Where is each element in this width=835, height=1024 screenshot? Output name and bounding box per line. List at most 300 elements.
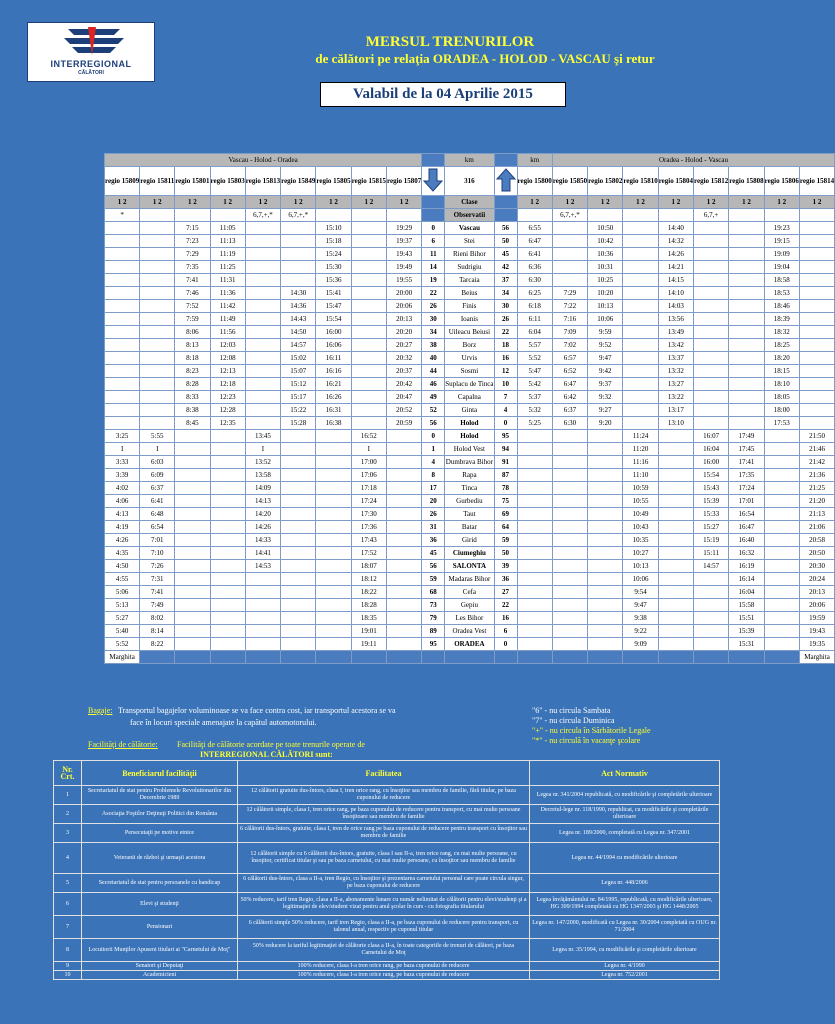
time-left [175,482,210,495]
time-right: 20:06 [799,599,834,612]
time-left [140,391,175,404]
time-right: 18:05 [764,391,799,404]
time-left: 14:43 [281,313,316,326]
time-left [245,378,280,391]
marghita-note-right: Marghita [799,651,834,664]
time-right: 16:32 [729,547,764,560]
time-right [552,638,587,651]
time-left [105,391,140,404]
time-right [729,417,764,430]
time-left: 12:03 [210,339,245,352]
table-row [105,274,835,287]
table-row [105,391,835,404]
time-right: 6:47 [517,235,552,248]
time-right [517,599,552,612]
time-left: 14:20 [245,508,280,521]
gap [351,651,386,664]
km-left: 79 [422,612,445,625]
time-right: 10:50 [588,222,623,235]
time-left: 17:00 [351,456,386,469]
time-right [623,365,658,378]
bagaje-label: Bagaje: [88,706,113,715]
time-left: 11:05 [210,222,245,235]
time-left [351,287,386,300]
note-left: 6,7,+,* [281,209,316,222]
class-cell-right: 1 2 [623,196,658,209]
time-right [764,443,799,456]
time-left [351,313,386,326]
km-right: 16 [494,352,517,365]
time-right: 6:57 [552,352,587,365]
time-right: 10:43 [623,521,658,534]
time-left: 7:26 [140,560,175,573]
note-right [764,209,799,222]
time-right: 10:36 [588,248,623,261]
time-left: 11:42 [210,300,245,313]
time-right [517,482,552,495]
time-right: 7:22 [552,300,587,313]
gap [494,651,517,664]
km-right: 50 [494,547,517,560]
time-right: 9:47 [588,352,623,365]
time-left [245,352,280,365]
km-right: 87 [494,469,517,482]
facilities-row [54,971,720,980]
time-left [140,261,175,274]
time-right [799,352,834,365]
table-row [105,469,835,482]
note-left [210,209,245,222]
time-left [386,638,421,651]
time-left [316,547,351,560]
time-left: 11:49 [210,313,245,326]
time-right: 13:42 [658,339,693,352]
facilities-cell: Legea nr. 147/2000, modificată cu Legea nr. 30/2004 completată cu OUG nr. 71/2004 [530,916,720,939]
time-left: 12:28 [210,404,245,417]
time-left: 4:06 [105,495,140,508]
logo-mark-icon [28,23,154,59]
time-right [623,339,658,352]
gap [552,651,587,664]
time-right [623,417,658,430]
time-left [351,339,386,352]
time-left: 12:18 [210,378,245,391]
train-number-left: regio 15803 [210,167,245,196]
time-left [316,560,351,573]
time-right: 19:23 [764,222,799,235]
km-left: 59 [422,573,445,586]
time-right [729,235,764,248]
gap [422,154,445,167]
time-left [210,482,245,495]
table-row [105,248,835,261]
time-right: 16:04 [694,443,729,456]
time-left [316,534,351,547]
time-left: 11:31 [210,274,245,287]
time-left [245,625,280,638]
time-left [386,586,421,599]
time-left: 16:11 [316,352,351,365]
time-right: 11:10 [623,469,658,482]
time-left [210,495,245,508]
note-right [588,209,623,222]
facilities-table [53,760,720,980]
table-row [105,404,835,417]
time-left [245,313,280,326]
time-left: 17:24 [351,495,386,508]
time-right [694,287,729,300]
time-right [799,391,834,404]
time-right: 17:45 [729,443,764,456]
time-left [316,573,351,586]
time-left: 15:17 [281,391,316,404]
station-name: Gepiu [445,599,494,612]
time-left: 8:45 [175,417,210,430]
gap [494,196,517,209]
time-right: 19:35 [799,638,834,651]
gap [445,651,494,664]
km-right: 64 [494,521,517,534]
km-left: 73 [422,599,445,612]
table-row [105,339,835,352]
time-right [588,547,623,560]
time-left [386,469,421,482]
time-left [351,417,386,430]
time-right [588,586,623,599]
facilitati-label: Facilităţi de călătorie: [88,740,158,749]
time-left: 7:35 [175,261,210,274]
time-right: 17:01 [729,495,764,508]
time-left: 16:38 [316,417,351,430]
time-left: 15:24 [316,248,351,261]
time-left: 20:13 [386,313,421,326]
time-left: 5:27 [105,612,140,625]
time-left [316,482,351,495]
train-number-right: regio 15812 [694,167,729,196]
time-left [281,612,316,625]
station-name: Suplacu de Tinca [445,378,494,391]
time-right [694,339,729,352]
class-cell-right: 1 2 [764,196,799,209]
time-left [210,469,245,482]
time-right [552,521,587,534]
time-right [694,573,729,586]
time-left: 18:07 [351,560,386,573]
time-left: 17:43 [351,534,386,547]
time-right [658,508,693,521]
km-left: 4 [422,456,445,469]
observatii-label: Observatii [445,209,494,222]
time-right [552,261,587,274]
time-left [281,482,316,495]
facilities-cell: 6 [54,893,82,916]
time-right: 19:43 [799,625,834,638]
station-name: Vascau [445,222,494,235]
logo-sub: CĂLĂTORI [78,70,104,76]
time-left: 15:30 [316,261,351,274]
time-right [623,326,658,339]
time-left [140,352,175,365]
time-left [245,222,280,235]
train-number-right: regio 15814 [799,167,834,196]
class-cell-left: 1 2 [386,196,421,209]
table-row [105,261,835,274]
class-cell-left: 1 2 [245,196,280,209]
time-left [281,521,316,534]
time-left [316,495,351,508]
time-left: 20:59 [386,417,421,430]
km-left: 56 [422,417,445,430]
facilities-cell: Senatori şi Deputaţi [82,962,238,971]
time-right: 10:31 [588,261,623,274]
km-right: 59 [494,534,517,547]
time-left: 7:23 [175,235,210,248]
time-left: 4:13 [105,508,140,521]
time-right: 6:11 [517,313,552,326]
time-right [694,391,729,404]
time-left [386,573,421,586]
time-left [105,248,140,261]
time-left [210,638,245,651]
time-right [552,534,587,547]
time-right [552,456,587,469]
time-left [281,222,316,235]
facilitati-text-2: INTERREGIONAL CĂLĂTORI sunt: [200,750,333,759]
time-right [552,586,587,599]
legend [532,706,651,746]
time-right [517,430,552,443]
station-name: Batar [445,521,494,534]
time-left [105,300,140,313]
time-right [588,443,623,456]
time-right: 18:00 [764,404,799,417]
time-right [623,313,658,326]
time-right [694,625,729,638]
table-row [105,495,835,508]
time-right [764,573,799,586]
time-left [316,625,351,638]
km-right: 34 [494,287,517,300]
time-right [588,638,623,651]
time-right [588,482,623,495]
time-right [623,404,658,417]
time-left [245,287,280,300]
time-left: I [351,443,386,456]
time-left [281,495,316,508]
time-right: 20:30 [799,560,834,573]
time-left: 5:06 [105,586,140,599]
time-right [552,222,587,235]
class-cell-left: 1 2 [140,196,175,209]
time-right [799,313,834,326]
time-right [552,248,587,261]
time-right [694,248,729,261]
time-right: 10:35 [623,534,658,547]
time-right [764,482,799,495]
time-left [281,534,316,547]
time-left: 4:35 [105,547,140,560]
time-right: 17:41 [729,456,764,469]
facilities-cell: Secretariatul de stat pentru Problemele Revolutionarilor din Decembrie 1989 [82,786,238,805]
km-left: 89 [422,625,445,638]
time-left [386,430,421,443]
time-right: 9:09 [623,638,658,651]
time-left [281,573,316,586]
time-right: 6:18 [517,300,552,313]
time-right: 16:19 [729,560,764,573]
time-right [552,612,587,625]
facilities-row [54,893,720,916]
time-left [105,378,140,391]
time-left [245,300,280,313]
station-name: ORADEA [445,638,494,651]
km-left: 20 [422,495,445,508]
station-name: Cefa [445,586,494,599]
km-left: 38 [422,339,445,352]
time-right [517,443,552,456]
time-left [386,625,421,638]
table-row [105,417,835,430]
time-right [694,586,729,599]
km-right: 30 [494,300,517,313]
station-name: Sosmi [445,365,494,378]
time-left: 12:35 [210,417,245,430]
time-left [386,534,421,547]
km-right: 37 [494,274,517,287]
time-left [316,456,351,469]
time-left [105,404,140,417]
time-left [245,599,280,612]
time-left [245,417,280,430]
facilities-cell: Legea nr. 752/2001 [530,971,720,980]
time-right: 6:30 [552,417,587,430]
km-left: 95 [422,638,445,651]
time-right [799,248,834,261]
time-right [729,274,764,287]
time-left: 4:26 [105,534,140,547]
time-right [729,313,764,326]
time-right: 20:24 [799,573,834,586]
time-left [351,365,386,378]
km-right: 26 [494,313,517,326]
time-left [281,456,316,469]
time-right [588,495,623,508]
table-row [105,625,835,638]
time-right [658,625,693,638]
time-left: 20:47 [386,391,421,404]
time-right: 6:55 [517,222,552,235]
time-left: 16:00 [316,326,351,339]
time-right: 17:53 [764,417,799,430]
time-left: 19:49 [386,261,421,274]
station-name: Borz [445,339,494,352]
time-left [175,547,210,560]
time-right [588,469,623,482]
train-number-right: regio 15802 [588,167,623,196]
facilities-cell: Legea nr. 4/1990 [530,962,720,971]
table-row [105,534,835,547]
time-left [210,534,245,547]
time-right [799,339,834,352]
km-left: 0 [422,222,445,235]
time-left [105,235,140,248]
time-left: 6:03 [140,456,175,469]
facilities-cell: 2 [54,805,82,824]
time-right [552,469,587,482]
time-left: 18:22 [351,586,386,599]
km-right: 22 [494,326,517,339]
time-left [245,326,280,339]
time-right: 5:32 [517,404,552,417]
time-left [351,261,386,274]
facilities-row [54,916,720,939]
time-right [764,547,799,560]
table-row [105,547,835,560]
time-left: 20:32 [386,352,421,365]
note-left [316,209,351,222]
station-name: Girid [445,534,494,547]
time-right [588,508,623,521]
time-right: 10:06 [588,313,623,326]
time-right: 14:03 [658,300,693,313]
time-right [517,625,552,638]
time-right: 16:54 [729,508,764,521]
time-right [694,365,729,378]
facilities-cell: 100% reducere, clasa I-a tren orice rang, pe baza cuponului de reducere [238,971,530,980]
km-right: 69 [494,508,517,521]
time-left [245,586,280,599]
logo-name: INTERREGIONAL [50,59,132,69]
time-left: 7:10 [140,547,175,560]
time-right [729,378,764,391]
note-left: 6,7,+,* [245,209,280,222]
time-right [588,599,623,612]
time-left [140,365,175,378]
time-left: 7:41 [140,586,175,599]
train-number-right: regio 15810 [623,167,658,196]
time-right: 10:20 [588,287,623,300]
km-left: 68 [422,586,445,599]
time-right [729,404,764,417]
time-left [351,235,386,248]
time-left [140,300,175,313]
time-left [386,482,421,495]
time-left: 19:55 [386,274,421,287]
time-left [351,391,386,404]
facilities-row [54,962,720,971]
time-right: 16:47 [729,521,764,534]
table-row [105,521,835,534]
time-left: 11:25 [210,261,245,274]
time-left: 17:30 [351,508,386,521]
facilities-cell: 6 călătorii dus-întors, gratuite, clasa I, tren de orice rang pe baza cuponului de reducere pentru transport cu însoţitor sau membru de familie [238,824,530,843]
time-left: 18:35 [351,612,386,625]
time-left: I [245,443,280,456]
time-right: 5:25 [517,417,552,430]
time-left [386,547,421,560]
time-right [694,638,729,651]
time-right [588,456,623,469]
time-right [729,391,764,404]
time-right [799,300,834,313]
station-name: Gurbediu [445,495,494,508]
bagaje-text: Transportul bagajelor voluminoase se va face contra cost, iar transportul acestora se va [118,706,396,715]
time-left: 4:02 [105,482,140,495]
time-left: 6:09 [140,469,175,482]
km-left: 45 [422,547,445,560]
time-left: 11:36 [210,287,245,300]
time-left: 16:16 [316,365,351,378]
